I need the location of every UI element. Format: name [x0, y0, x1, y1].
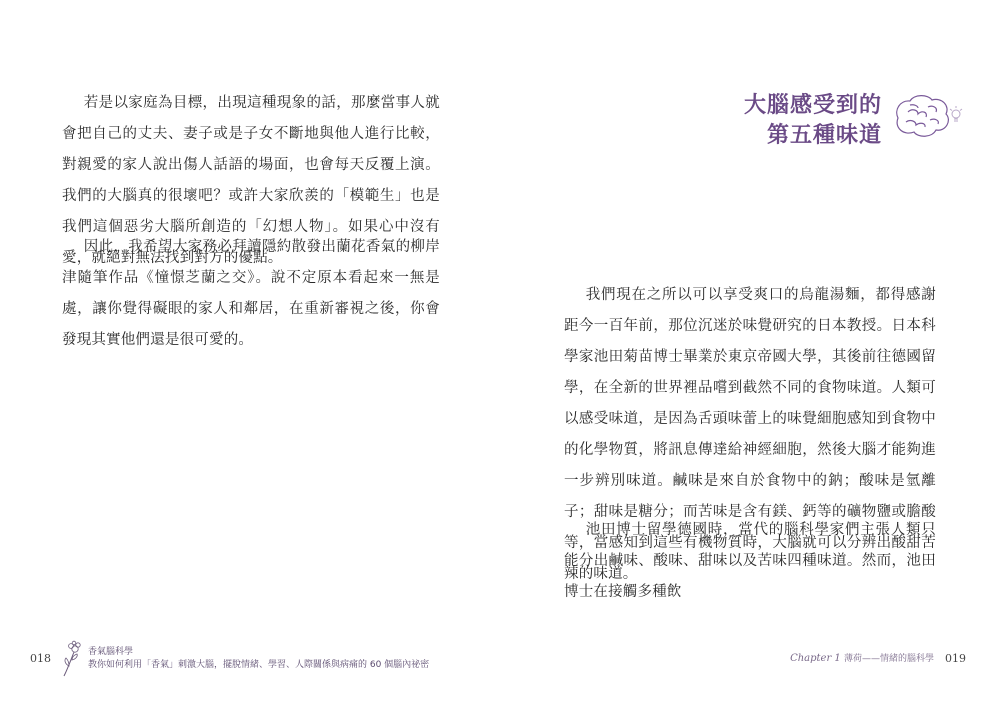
- left-paragraph-2: 因此，我希望大家務必拜讀隱約散發出蘭花香氣的柳岸津隨筆作品《憧憬芝蘭之交》。說不定原本看起來一無是處，讓你覺得礙眼的家人和鄰居，在重新審視之後，你會發現其實他們還是很可愛的。: [62, 239, 440, 348]
- chapter-title: 薄荷——情緒的腦科學: [843, 654, 934, 664]
- right-paragraph-1: 我們現在之所以可以享受爽口的烏龍湯麵，都得感謝距今一百年前，那位沉迷於味覺研究的日本教授。日本科學家池田菊苗博士畢業於東京帝國大學，其後前往德國留學，在全新的世界裡品嚐到截然不同的食物味道。人類可以感受味道，是因為舌頭味蕾上的味覺細胞感知到食物中的化學物質，將訊息傳達給神經細胞，然後大腦才能夠進一步辨別味道。鹹味是來自於食物中的鈉；酸味是氫離子；甜味是糖分；而苦味是含有鎂、鈣等的礦物鹽或膽酸等，當感知到這些有機物質時，大腦就可以分辨出酸甜苦辣的味道。: [564, 287, 936, 582]
- left-page-number: 018: [30, 652, 51, 665]
- heading-line-2: 第五種味道: [766, 122, 882, 148]
- right-paragraph-2: 池田博士留學德國時，當代的腦科學家們主張人類只能分出鹹味、酸味、甜味以及苦味四種味道。然而，池田博士在接觸多種飲: [564, 522, 936, 600]
- book-subtitle: 教你如何利用「香氣」刺激大腦，擺脫情緒、學習、人際關係與病痛的 60 個腦內祕密: [88, 660, 430, 670]
- chapter-number: Chapter 1: [790, 653, 841, 664]
- right-page-number: 019: [945, 652, 966, 665]
- left-paragraph-1: 若是以家庭為目標，出現這種現象的話，那麼當事人就會把自己的丈夫、妻子或是子女不斷地與他人進行比較，對親愛的家人說出傷人話語的場面，也會每天反覆上演。我們的大腦真的很壞吧？或許大家欣羨的「模範生」也是我們這個惡劣大腦所創造的「幻想人物」。如果心中沒有愛，就絕對無法找到對方的優點。: [62, 95, 440, 266]
- brain-icon: [888, 92, 964, 142]
- right-page: [500, 0, 1000, 709]
- heading-line-1: 大腦感受到的: [743, 92, 882, 118]
- chapter-label: [790, 651, 934, 664]
- book-title: 香氣腦科學: [88, 647, 134, 657]
- section-heading: [744, 90, 882, 150]
- flower-icon: [60, 640, 84, 678]
